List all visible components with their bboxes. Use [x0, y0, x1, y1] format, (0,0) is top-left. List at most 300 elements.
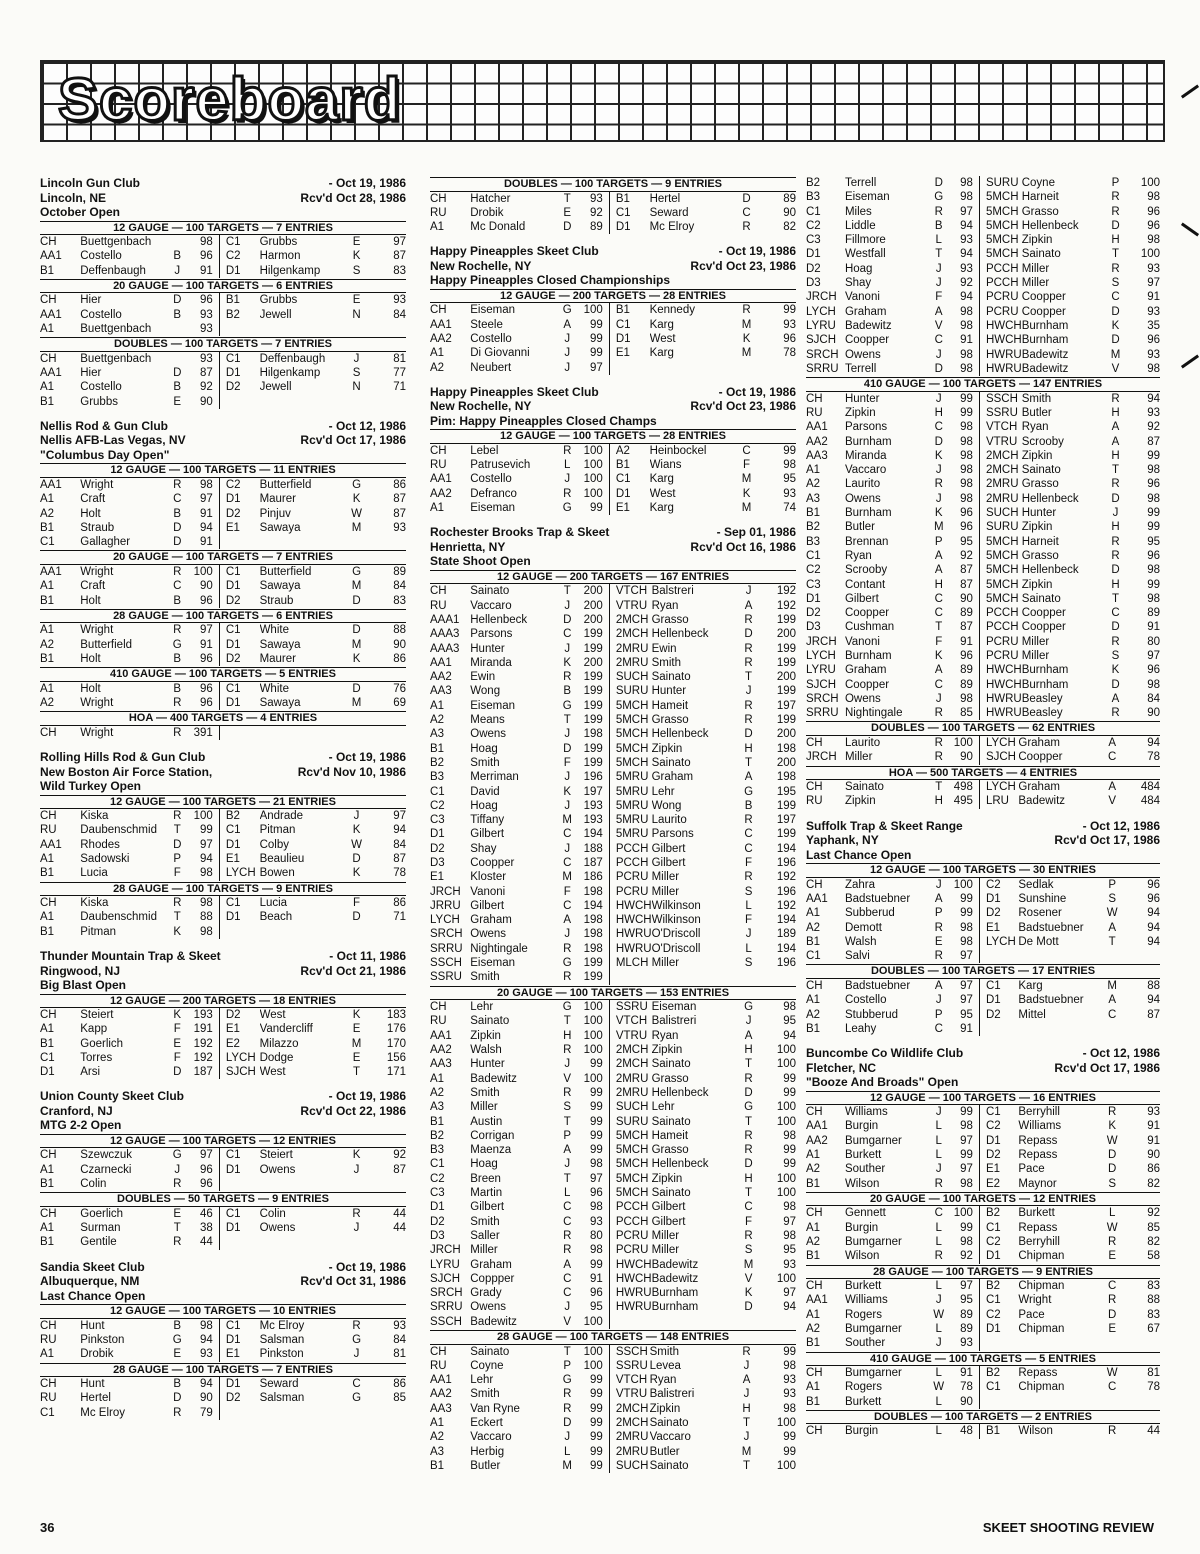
score-cell: 98: [948, 348, 980, 362]
grade-cell: E: [173, 1348, 182, 1361]
shooter-name: Owens: [470, 928, 507, 941]
table-row: [806, 620, 1160, 634]
score-cell: 94: [948, 247, 980, 261]
table-row: [430, 472, 796, 486]
class-cell: [219, 322, 259, 336]
score-cell: 99: [576, 1373, 609, 1387]
class-cell: E1: [430, 871, 445, 884]
table-row: [806, 290, 1160, 304]
page-edge-mark: [1181, 223, 1199, 237]
shooter-name: Souther: [844, 1337, 886, 1350]
grade-cell: F: [745, 1215, 753, 1228]
grade-cell: D: [934, 177, 943, 189]
grade-cell: B: [173, 308, 182, 321]
grade-cell: A: [1108, 736, 1116, 749]
score-cell: 196: [776, 885, 796, 898]
score-cell: 200: [776, 756, 796, 769]
shooter-name: Hunt: [80, 1319, 105, 1332]
score-cell: 192: [186, 1051, 219, 1065]
grade-cell: C: [563, 828, 572, 841]
score-cell: 194: [776, 914, 796, 927]
shooter-name: Eiseman: [651, 1001, 697, 1014]
table-row: [806, 635, 1160, 649]
shooter-name: Miller: [470, 1101, 498, 1114]
class-cell: A1: [430, 1072, 445, 1085]
score-cell: 100: [576, 1014, 609, 1028]
shooter-name: Owens: [470, 728, 507, 741]
table-row: [430, 1000, 796, 1014]
table-row: [430, 220, 796, 234]
score-cell: 97: [783, 1215, 796, 1228]
grade-cell: S: [1108, 892, 1116, 905]
shooter-name: Sunshine: [1018, 892, 1067, 905]
class-cell: C3: [430, 814, 445, 827]
table-row: [806, 219, 1160, 233]
grade-cell: V: [744, 1272, 753, 1285]
received-date: Rcv'd Oct 17, 1986: [1054, 1060, 1160, 1075]
grade-cell: K: [563, 785, 572, 798]
shooter-name: Goerlich: [80, 1207, 124, 1220]
shooter-name: Defranco: [470, 487, 517, 500]
table-row: [40, 1037, 406, 1051]
grade-cell: C: [563, 1287, 572, 1300]
grade-cell: W: [933, 1381, 945, 1394]
grade-cell: M: [351, 521, 362, 534]
grade-cell: L: [935, 1134, 942, 1147]
score-cell: 99: [576, 332, 609, 346]
event-section-title: HOA — 500 TARGETS — 4 ENTRIES: [806, 766, 1160, 781]
score-cell: 100: [776, 1058, 796, 1071]
shooter-name: Coopper: [1021, 291, 1066, 304]
score-cell: 98: [1147, 464, 1160, 477]
grade-cell: K: [173, 1009, 182, 1021]
class-cell: A1: [806, 994, 821, 1007]
grade-cell: B: [173, 652, 182, 665]
received-date: Rcv'd Oct 23, 1986: [690, 258, 796, 273]
shooter-name: Smith: [470, 1388, 500, 1401]
class-cell: A2: [806, 1008, 821, 1021]
class-cell: 2MRU: [985, 478, 1019, 491]
grade-cell: L: [935, 1236, 942, 1249]
score-cell: 200: [776, 728, 796, 741]
table-row: [430, 1359, 796, 1373]
grade-cell: F: [935, 291, 943, 304]
score-cell: 78: [1147, 1381, 1160, 1394]
grade-cell: A: [742, 1374, 751, 1387]
grade-cell: P: [1108, 878, 1116, 891]
shooter-name: Rosener: [1018, 907, 1062, 920]
shooter-name: Williams: [844, 1294, 888, 1307]
shooter-name: Hoag: [470, 1158, 498, 1171]
shooter-name: Hellenbeck: [651, 628, 709, 641]
shooter-name: Sainato: [470, 1345, 510, 1358]
grade-cell: J: [564, 771, 571, 784]
grade-cell: R: [173, 1236, 182, 1249]
shooter-name: Pinjuv: [259, 507, 291, 520]
grade-cell: K: [934, 449, 943, 462]
score-cell: 80: [1147, 635, 1160, 648]
club-header-row: [40, 1089, 406, 1104]
shooter-name: Bumgarner: [844, 1134, 902, 1147]
table-row: [40, 852, 406, 866]
shooter-name: Badewitz: [651, 1272, 699, 1285]
results-table: [806, 176, 1160, 376]
class-cell: 5MCH: [985, 248, 1019, 261]
score-cell: 69: [393, 697, 406, 710]
shooter-name: Burnham: [844, 650, 892, 662]
score-cell: [1121, 949, 1160, 963]
class-cell: E1: [225, 1023, 240, 1036]
received-date: Rcv'd Oct 22, 1986: [300, 1103, 406, 1118]
shooter-name: Hoag: [470, 742, 498, 755]
score-cell: 91: [948, 1022, 980, 1036]
score-cell: 99: [783, 1345, 796, 1358]
shooter-name: Hunter: [651, 685, 687, 698]
shooter-name: Drobik: [80, 1348, 114, 1361]
class-cell: CH: [40, 352, 57, 365]
table-row: [806, 1308, 1160, 1322]
grade-cell: K: [1108, 1120, 1116, 1133]
score-cell: 87: [1147, 1008, 1160, 1021]
class-cell: A1: [806, 907, 821, 920]
class-cell: AA1: [40, 308, 62, 321]
table-row: [430, 599, 796, 613]
club-header-row: [40, 1260, 406, 1275]
shooter-name: Hameit: [651, 699, 689, 712]
shooter-name: Heinbockel: [649, 444, 707, 457]
class-cell: HWRU: [985, 707, 1022, 720]
grade-cell: [347, 726, 365, 740]
results-table: [806, 1279, 1160, 1350]
score-cell: 89: [576, 220, 609, 234]
grade-cell: R: [1111, 392, 1120, 405]
grade-cell: P: [563, 1359, 572, 1372]
club-result-block: [40, 1089, 406, 1249]
shooter-name: Ryan: [651, 1029, 679, 1042]
score-cell: 100: [776, 1101, 796, 1114]
grade-cell: K: [744, 1287, 753, 1300]
grade-cell: [347, 1406, 365, 1420]
class-cell: C1: [225, 897, 241, 910]
table-row: [430, 770, 796, 784]
shooter-name: [260, 1235, 348, 1249]
grade-cell: J: [353, 1163, 360, 1176]
table-row: [40, 823, 406, 837]
table-row: [430, 1043, 796, 1057]
table-row: [430, 192, 796, 206]
score-cell: 199: [576, 956, 609, 970]
grade-cell: A: [934, 305, 943, 318]
club-name: Rochester Brooks Trap & Skeet: [430, 525, 610, 540]
score-cell: 194: [576, 827, 609, 841]
score-cell: 97: [948, 949, 980, 963]
table-row: [430, 1402, 796, 1416]
score-cell: 99: [948, 892, 980, 906]
score-cell: 99: [576, 501, 609, 515]
shooter-name: Badewitz: [651, 1258, 699, 1271]
grade-cell: F: [743, 459, 751, 472]
class-cell: E1: [225, 853, 240, 866]
class-cell: D1: [615, 221, 631, 234]
class-cell: C1: [615, 206, 631, 219]
score-cell: 92: [576, 206, 609, 220]
shooter-name: Subberud: [844, 907, 895, 920]
score-cell: [366, 925, 406, 939]
grade-cell: J: [353, 1348, 360, 1361]
grade-cell: L: [935, 1395, 942, 1408]
table-row: [806, 333, 1160, 347]
shooter-name: Hilgenkamp: [259, 367, 321, 380]
shooter-name: Seward: [649, 206, 689, 219]
grade-cell: C: [744, 828, 753, 841]
table-row: [806, 205, 1160, 219]
class-cell: 2MRU: [615, 1072, 649, 1085]
class-cell: 2MCH: [615, 613, 649, 626]
score-cell: 98: [1147, 564, 1160, 577]
shooter-name: Zipkin: [651, 1044, 683, 1057]
shooter-name: Sainato: [844, 781, 884, 794]
grade-cell: W: [933, 1308, 945, 1321]
shooter-name: Lucia: [259, 897, 288, 910]
table-row: [806, 878, 1160, 892]
shooter-name: Eckert: [470, 1416, 503, 1429]
class-cell: [979, 949, 1018, 963]
score-cell: 79: [186, 1406, 219, 1420]
grade-cell: [1103, 1022, 1121, 1036]
score-cell: 89: [948, 1308, 980, 1322]
shooter-name: Sainato: [649, 1459, 689, 1472]
score-cell: [366, 1235, 406, 1249]
grade-cell: J: [174, 1163, 181, 1176]
grade-cell: J: [745, 685, 752, 698]
shooter-name: Laurito: [651, 814, 687, 827]
shooter-name: Butterfield: [80, 638, 133, 651]
grade-cell: [347, 535, 365, 549]
score-cell: 89: [948, 678, 980, 692]
grade-cell: C: [563, 628, 572, 641]
table-row: [40, 682, 406, 696]
score-cell: 170: [386, 1037, 406, 1050]
shooter-name: Souther: [844, 1163, 886, 1176]
grade-cell: T: [1112, 248, 1120, 261]
class-cell: 5MCH: [615, 1129, 649, 1142]
table-row: [806, 406, 1160, 420]
club-name: Suffolk Trap & Skeet Range: [806, 818, 963, 833]
shooter-name: Van Ryne: [470, 1402, 520, 1415]
class-cell: A1: [40, 381, 55, 394]
table-row: [806, 1336, 1160, 1350]
class-cell: AA2: [430, 1044, 452, 1057]
grade-cell: B: [173, 594, 182, 607]
score-cell: 199: [776, 685, 796, 698]
table-row: [806, 477, 1160, 491]
score-cell: 183: [386, 1009, 406, 1021]
shooter-name: Butterfield: [259, 478, 312, 491]
score-cell: 96: [948, 520, 980, 534]
score-cell: 91: [1147, 291, 1160, 304]
score-cell: 199: [776, 799, 796, 812]
shooter-name: Lehr: [470, 1374, 494, 1387]
event-section-title: 28 GAUGE — 100 TARGETS — 9 ENTRIES: [40, 882, 406, 897]
grade-cell: B: [173, 381, 182, 394]
club-location: Henrietta, NY: [430, 539, 506, 554]
event-name: MTG 2-2 Open: [40, 1118, 122, 1133]
table-row: [430, 713, 796, 727]
grade-cell: [168, 322, 186, 336]
score-cell: 98: [948, 1119, 980, 1133]
shooter-name: Ryan: [1021, 421, 1049, 434]
class-cell: C3: [430, 1187, 445, 1200]
class-cell: SSRU: [430, 971, 462, 984]
results-table: [40, 682, 406, 711]
shooter-name: Sawaya: [259, 638, 301, 651]
event-section-title: 12 GAUGE — 200 TARGETS — 18 ENTRIES: [40, 994, 406, 1009]
table-row: [40, 652, 406, 666]
shooter-name: Lehr: [651, 785, 675, 798]
grade-cell: S: [1111, 277, 1120, 290]
table-row: [806, 348, 1160, 362]
table-row: [430, 927, 796, 941]
shooter-name: Salsman: [259, 1334, 305, 1347]
class-cell: A2: [430, 1431, 445, 1444]
grade-cell: T: [743, 1459, 751, 1472]
class-cell: HWRU: [615, 1301, 652, 1314]
class-cell: 5MRU: [615, 828, 649, 841]
shooter-name: Beaulieu: [259, 853, 305, 866]
class-cell: AA1: [430, 473, 452, 486]
shooter-name: Cushman: [844, 621, 895, 634]
shooter-name: Burnham: [1021, 334, 1069, 347]
shooter-name: Maenza: [470, 1144, 512, 1157]
score-cell: 99: [948, 1105, 980, 1119]
shooter-name: Levea: [649, 1359, 681, 1372]
class-cell: B3: [430, 1144, 445, 1157]
shooter-name: Smith: [470, 756, 500, 769]
shooter-name: Ryan: [649, 1374, 677, 1387]
grade-cell: M: [741, 473, 752, 486]
shooter-name: Miller: [1021, 262, 1050, 275]
page-edge-mark: [1181, 355, 1199, 369]
shooter-name: White: [259, 624, 289, 637]
grade-cell: B: [744, 799, 753, 812]
class-cell: RU: [430, 206, 447, 219]
grade-cell: K: [352, 867, 361, 880]
class-cell: AAA1: [430, 613, 460, 626]
class-cell: CH: [430, 192, 447, 205]
table-row: [430, 1014, 796, 1028]
grade-cell: K: [1111, 664, 1120, 677]
shooter-name: Burgin: [844, 1120, 879, 1133]
score-cell: 98: [783, 1201, 796, 1214]
shooter-name: Owens: [844, 348, 881, 361]
class-cell: SJCH: [985, 751, 1016, 764]
shooter-name: Kiska: [80, 897, 109, 910]
shooter-name: Burkett: [1018, 1207, 1055, 1220]
grade-cell: D: [1111, 492, 1120, 505]
class-cell: AA1: [430, 1029, 452, 1042]
grade-cell: G: [172, 1149, 182, 1162]
results-table: [430, 1345, 796, 1474]
grade-cell: W: [351, 838, 362, 851]
score-cell: 90: [783, 206, 796, 219]
grade-cell: [347, 395, 365, 409]
table-row: [806, 549, 1160, 563]
grade-cell: R: [1111, 635, 1120, 648]
class-cell: B2: [225, 810, 240, 823]
shooter-name: Coopper: [1021, 621, 1066, 634]
results-table: [40, 235, 406, 278]
shooter-name: Owens: [844, 692, 881, 705]
score-cell: 156: [386, 1051, 406, 1064]
grade-cell: R: [563, 487, 572, 500]
score-cell: 98: [948, 362, 980, 376]
grade-cell: W: [1106, 907, 1118, 920]
class-cell: SRRU: [806, 362, 839, 375]
class-cell: CH: [40, 726, 57, 739]
class-cell: 2MCH: [615, 628, 649, 641]
class-cell: A1: [40, 322, 55, 335]
grade-cell: R: [744, 613, 753, 626]
score-cell: 96: [186, 652, 219, 666]
class-cell: LRU: [985, 795, 1009, 808]
class-cell: C1: [985, 1381, 1001, 1394]
grade-cell: R: [1108, 1236, 1117, 1249]
score-cell: 90: [948, 1395, 980, 1409]
club-result-block: [806, 1046, 1160, 1439]
score-cell: 83: [393, 594, 406, 607]
class-cell: D1: [225, 1222, 241, 1235]
score-cell: 98: [783, 459, 796, 472]
grade-cell: K: [352, 824, 361, 837]
grade-cell: K: [1111, 319, 1120, 332]
grade-cell: M: [562, 1459, 573, 1472]
score-cell: 82: [1147, 1236, 1160, 1249]
class-cell: AA3: [806, 449, 828, 462]
shooter-name: Zahra: [844, 878, 875, 891]
class-cell: B2: [430, 756, 445, 769]
table-row: [806, 362, 1160, 376]
score-cell: 90: [186, 395, 219, 409]
class-cell: 5MCH: [615, 1187, 649, 1200]
score-cell: 98: [1147, 592, 1160, 605]
grade-cell: W: [1106, 1367, 1118, 1380]
table-row: [430, 1100, 796, 1114]
shooter-name: Zipkin: [1021, 521, 1053, 534]
score-cell: 93: [576, 1215, 609, 1229]
class-cell: C3: [806, 578, 821, 591]
table-row: [40, 1148, 406, 1162]
shooter-name: West: [259, 1066, 286, 1079]
score-cell: 99: [186, 823, 219, 837]
table-row: [806, 1395, 1160, 1409]
shooter-name: Vaccaro: [844, 464, 887, 477]
shooter-name: Grasso: [1021, 478, 1059, 491]
score-cell: 99: [576, 1100, 609, 1114]
shooter-name: Daubenschmid: [80, 824, 157, 837]
grade-cell: S: [563, 1101, 572, 1114]
class-cell: [609, 361, 649, 375]
class-cell: SSRU: [615, 1359, 648, 1372]
score-cell: 98: [948, 935, 980, 949]
club-header-row: [806, 1046, 1160, 1061]
shooter-name: Goerlich: [80, 1037, 124, 1050]
score-cell: 98: [576, 1243, 609, 1257]
event-section-title: DOUBLES — 100 TARGETS — 62 ENTRIES: [806, 721, 1160, 736]
table-row: [430, 885, 796, 899]
shooter-name: Hatcher: [470, 192, 511, 205]
class-cell: C1: [985, 1106, 1001, 1119]
shooter-name: Coopper: [1021, 305, 1066, 318]
